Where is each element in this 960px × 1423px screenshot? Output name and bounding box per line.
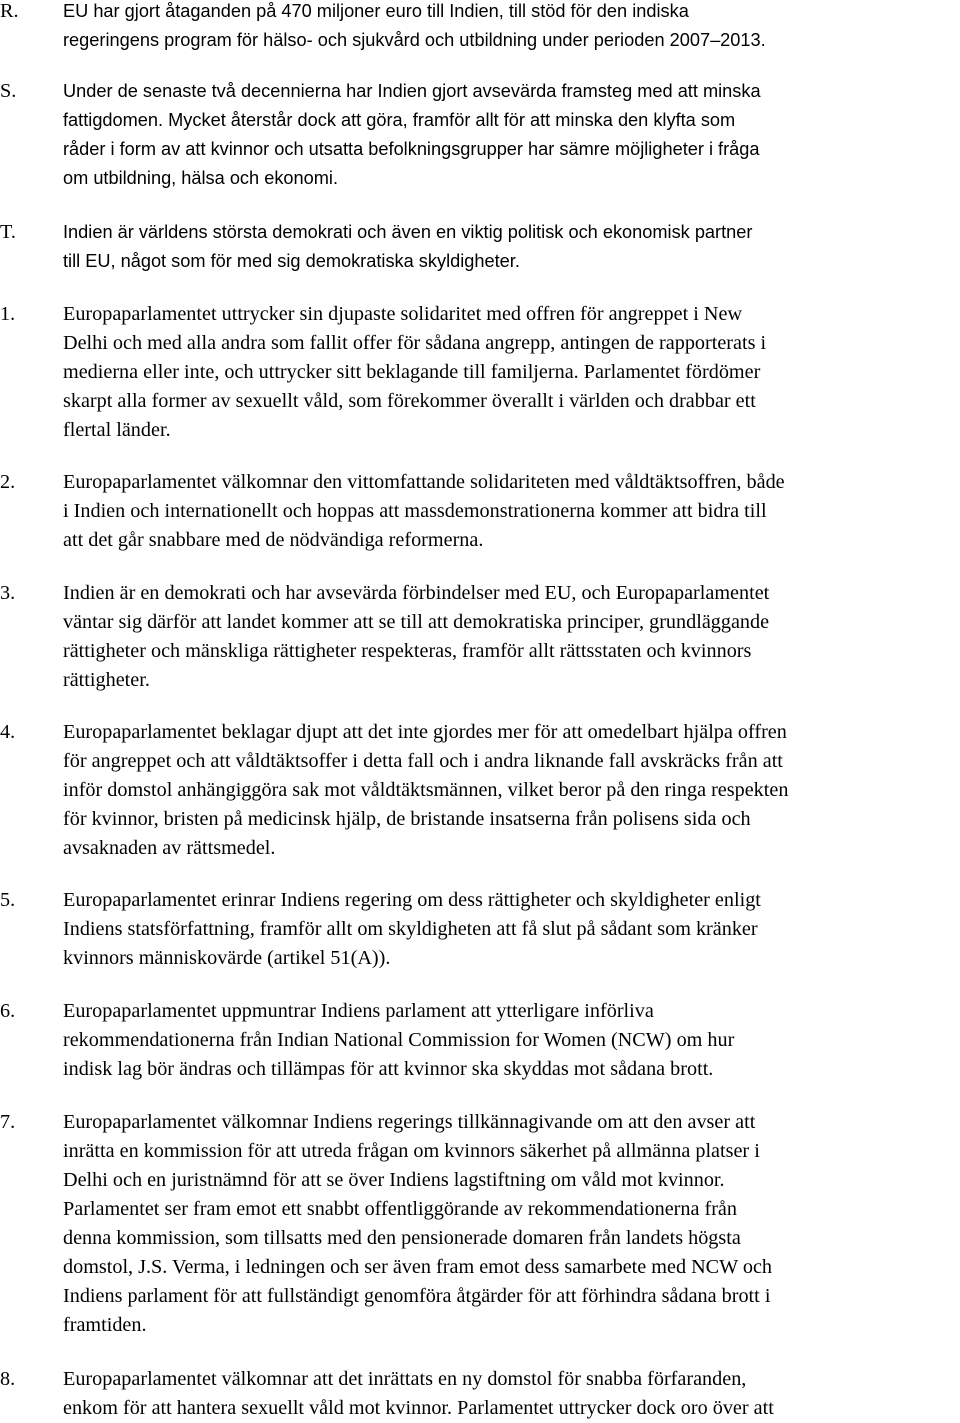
text-segment: denna kommission, som tillsatts med den pensionerade domaren från landets högsta [63, 1227, 741, 1249]
text-line [63, 526, 943, 555]
paragraph-text [63, 886, 943, 973]
text-line [63, 666, 943, 695]
text-line [63, 1195, 943, 1224]
text-line [63, 358, 943, 387]
text-line [63, 468, 943, 497]
paragraph-T [0, 218, 960, 276]
text-segment: Europaparlamentet beklagar djupt att det inte gjordes mer för att omedelbart hjälpa offren [63, 721, 787, 743]
paragraph-text [63, 1108, 943, 1340]
text-line [63, 608, 943, 637]
text-line [63, 1166, 943, 1195]
text-line [63, 416, 943, 445]
text-line [63, 300, 943, 329]
paragraph-S [0, 77, 960, 193]
text-segment: Mycket återstår dock att göra, framför allt för att minska den klyfta som [168, 110, 736, 130]
text-segment: enkom för att hantera sexuellt våld mot kvinnor. Parlamentet uttrycker dock oro över att [63, 1397, 774, 1419]
paragraph-text [63, 468, 943, 555]
text-segment: Europaparlamentet erinrar Indiens regering om dess rättigheter och skyldigheter enligt [63, 889, 761, 911]
text-line [63, 1137, 943, 1166]
paragraph-1 [0, 300, 960, 445]
paragraph-label: 8. [0, 1368, 16, 1390]
text-segment: Indien är världens största demokrati och även en viktig politisk och ekonomisk partner [63, 222, 753, 242]
text-line [63, 1282, 943, 1311]
paragraph-label: 4. [0, 721, 16, 743]
text-segment: Europaparlamentet välkomnar den vittomfattande solidariteten med våldtäktsoffren, både [63, 471, 785, 493]
text-line [63, 1055, 943, 1084]
paragraph-6 [0, 997, 960, 1084]
text-segment: fattigdomen. [63, 110, 169, 130]
paragraph-text [63, 218, 943, 276]
text-segment: Parlamentet ser fram emot ett snabbt offentliggörande av rekommendationerna från [63, 1198, 737, 1220]
text-segment: rättigheter och mänskliga rättigheter respekteras, framför allt rättsstaten och kvinnors [63, 640, 752, 662]
paragraph-label: S. [0, 80, 17, 102]
text-segment: inrätta en kommission för att utreda frågan om kvinnors säkerhet på allmänna platser i [63, 1140, 760, 1162]
text-segment: EU har gjort åtaganden på 470 miljoner euro till Indien, till stöd för den indiska [63, 1, 689, 21]
text-segment: framtiden. [63, 1314, 147, 1336]
text-segment: Under de senaste två decennierna har Indien gjort avsevärda framsteg med att minska [63, 81, 761, 101]
text-line [63, 218, 943, 247]
text-segment: rekommendationerna från Indian National Commission for Women (NCW) om hur [63, 1029, 735, 1051]
text-segment: flertal länder. [63, 419, 171, 441]
paragraph-text [63, 1365, 943, 1423]
text-segment: medierna eller inte, och uttrycker sitt beklagande till familjerna. Parlamentet fördömer [63, 361, 761, 383]
text-segment: Europaparlamentet uttrycker sin djupaste solidaritet med offren för angreppet i New [63, 303, 743, 325]
text-segment: om utbildning, hälsa och ekonomi. [63, 168, 338, 188]
paragraph-text [63, 300, 943, 445]
text-line [63, 135, 943, 164]
text-segment: regeringens program för hälso- och sjukvård och utbildning under perioden 2007–2013. [63, 30, 766, 50]
text-line [63, 106, 943, 135]
paragraph-label: 2. [0, 471, 16, 493]
text-segment: till EU, något som för med sig demokratiska skyldigheter. [63, 251, 520, 271]
paragraph-text [63, 579, 943, 695]
text-line [63, 637, 943, 666]
text-line [63, 1253, 943, 1282]
text-line [63, 497, 943, 526]
text-segment: väntar sig därför att landet kommer att se till att demokratiska principer, grundläggande [63, 611, 770, 633]
text-line [63, 164, 943, 193]
paragraph-text [63, 718, 943, 863]
text-line [63, 26, 943, 55]
text-segment: Europaparlamentet välkomnar att det inrättats en ny domstol för snabba förfaranden, [63, 1368, 747, 1390]
paragraph-8 [0, 1365, 960, 1423]
text-segment: Europaparlamentet uppmuntrar Indiens parlament att ytterligare införliva [63, 1000, 654, 1022]
text-line [63, 1394, 943, 1423]
paragraph-text [63, 0, 943, 55]
text-segment: Indiens parlament för att fullständigt genomföra åtgärder för att förhindra sådana brott i [63, 1285, 771, 1307]
text-segment: rättigheter. [63, 669, 150, 691]
text-segment: råder i form av att kvinnor och utsatta befolkningsgrupper har sämre möjligheter i fråga [63, 139, 760, 159]
paragraph-2 [0, 468, 960, 555]
text-segment: för kvinnor, bristen på medicinsk hjälp, de bristande insatserna från polisens sida och [63, 808, 751, 830]
text-line [63, 805, 943, 834]
paragraph-text [63, 997, 943, 1084]
text-line [63, 579, 943, 608]
paragraph-3 [0, 579, 960, 695]
paragraph-5 [0, 886, 960, 973]
text-line [63, 1026, 943, 1055]
paragraph-R [0, 0, 960, 55]
paragraph-label: T. [0, 221, 16, 243]
text-line [63, 0, 943, 26]
text-line [63, 718, 943, 747]
text-segment: inför domstol anhängiggöra sak mot våldtäktsmännen, vilket beror på den ringa respekten [63, 779, 789, 801]
text-line [63, 1365, 943, 1394]
text-line [63, 329, 943, 358]
paragraph-label: R. [0, 0, 19, 22]
text-line [63, 915, 943, 944]
text-segment: skarpt alla former av sexuellt våld, som förekommer överallt i världen och drabbar ett [63, 390, 756, 412]
text-line [63, 247, 943, 276]
text-segment: i Indien och internationellt och hoppas att massdemonstrationerna kommer att bidra till [63, 500, 767, 522]
text-segment: Indiens statsförfattning, framför allt om skyldigheten att få slut på sådant som kränker [63, 918, 758, 940]
text-line [63, 834, 943, 863]
text-line [63, 387, 943, 416]
paragraph-label: 3. [0, 582, 16, 604]
text-segment: för angreppet och att våldtäktsoffer i detta fall och i andra liknande fall avskräcks från att [63, 750, 783, 772]
text-line [63, 1224, 943, 1253]
text-segment: Indien är en demokrati och har avsevärda förbindelser med EU, och Europaparlamentet [63, 582, 770, 604]
text-segment: indisk lag bör ändras och tillämpas för att kvinnor ska skyddas mot sådana brott. [63, 1058, 714, 1080]
text-line [63, 747, 943, 776]
paragraph-label: 5. [0, 889, 16, 911]
text-segment: kvinnors människovärde (artikel 51(A)). [63, 947, 391, 969]
text-segment: Delhi och med alla andra som fallit offer för sådana angrepp, antingen de rapporterats i [63, 332, 767, 354]
text-segment: att det går snabbare med de nödvändiga reformerna. [63, 529, 484, 551]
text-line [63, 77, 943, 106]
text-line [63, 1311, 943, 1340]
paragraph-4 [0, 718, 960, 863]
text-segment: domstol, J.S. Verma, i ledningen och ser även fram emot dess samarbete med NCW och [63, 1256, 773, 1278]
paragraph-label: 6. [0, 1000, 16, 1022]
paragraph-7 [0, 1108, 960, 1340]
text-line [63, 1108, 943, 1137]
text-line [63, 886, 943, 915]
text-segment: Delhi och en juristnämnd för att se över Indiens lagstiftning om våld mot kvinnor. [63, 1169, 725, 1191]
text-line [63, 997, 943, 1026]
text-segment: Europaparlamentet välkomnar Indiens regerings tillkännagivande om att den avser att [63, 1111, 756, 1133]
text-segment: avsaknaden av rättsmedel. [63, 837, 276, 859]
text-line [63, 776, 943, 805]
paragraph-text [63, 77, 943, 193]
paragraph-label: 1. [0, 303, 16, 325]
paragraph-label: 7. [0, 1111, 16, 1133]
text-line [63, 944, 943, 973]
